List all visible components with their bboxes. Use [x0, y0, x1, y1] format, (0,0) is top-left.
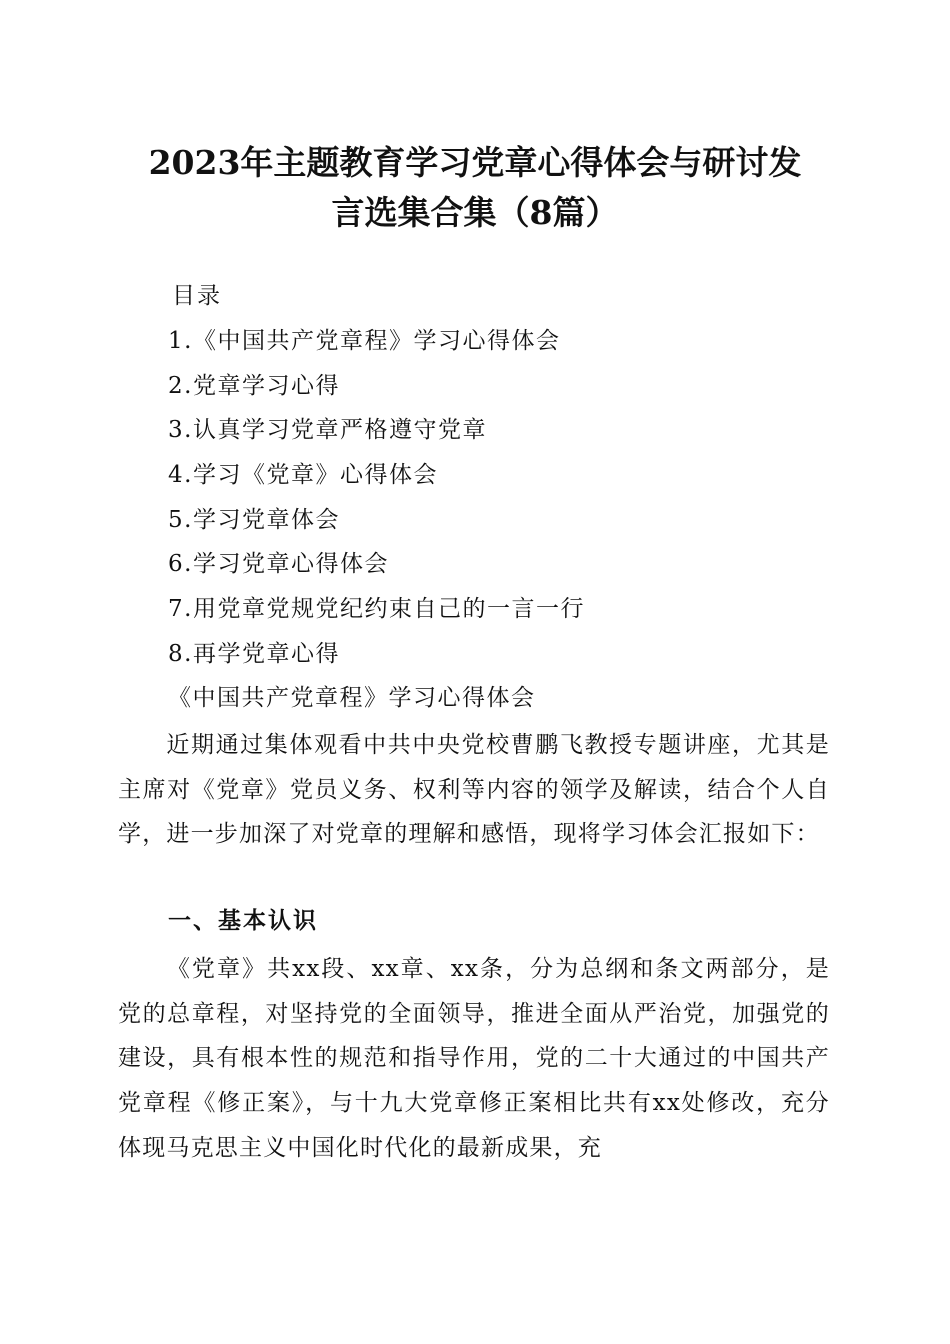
paragraph-2-text: 《党章》共xx段、xx章、xx条，分为总纲和条文两部分，是党的总章程，对坚持党的全面领导，推进全面从严治党，加强党的建设，具有根本性的规范和指导作用，党的二十大通过的中国共产党章程《修正案》，与十九大党章修正案相比共有xx处修改，充分体现马克思主义中国化时代化的最新成果，充	[118, 956, 830, 1161]
toc-item-4: 4.学习《党章》心得体会	[168, 462, 438, 489]
title-line-2: 言选集合集（8篇）	[331, 193, 619, 232]
toc-item-5: 5.学习党章体会	[168, 506, 340, 533]
document-title	[110, 138, 840, 238]
paragraph-1-text: 近期通过集体观看中共中央党校曹鹏飞教授专题讲座，尤其是主席对《党章》党员义务、权利等内容的领学及解读，结合个人自学，进一步加深了对党章的理解和感悟，现将学习体会汇报如下：	[118, 732, 830, 848]
table-of-contents	[168, 325, 585, 683]
section-heading: 《中国共产党章程》学习心得体会	[168, 685, 536, 711]
toc-item-2: 2.党章学习心得	[168, 372, 340, 399]
subheading-basic-understanding: 一、基本认识	[168, 908, 318, 934]
paragraph-2	[118, 947, 830, 1171]
toc-item-8: 8.再学党章心得	[168, 640, 340, 667]
paragraph-1	[118, 723, 830, 857]
toc-item-7: 7.用党章党规党纪约束自己的一言一行	[168, 596, 585, 623]
title-line-1: 2023年主题教育学习党章心得体会与研讨发	[148, 143, 802, 182]
toc-item-1: 1.《中国共产党章程》学习心得体会	[168, 328, 561, 354]
toc-item-6: 6.学习党章心得体会	[168, 551, 389, 578]
toc-item-3: 3.认真学习党章严格遵守党章	[168, 417, 487, 444]
toc-label: 目录	[172, 283, 222, 309]
